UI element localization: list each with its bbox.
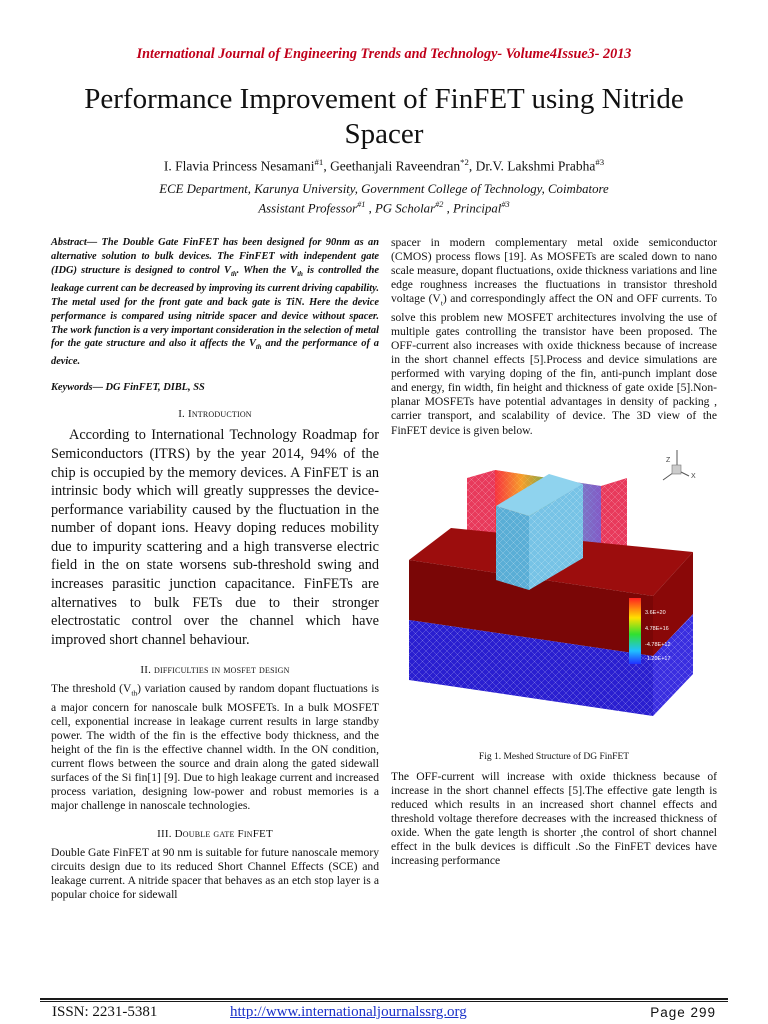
author-3: , Dr.V. Lakshmi Prabha [468, 158, 596, 174]
role-1: Assistant Professor [258, 201, 358, 216]
role-3: , Principal [443, 201, 502, 216]
section-2-heading: II. difficulties in mosfet design [140, 664, 290, 677]
right-paragraph-2: The OFF-current will increase with oxide thickness because of increase in the short channel effects [5].The effective gate length is reduced which results in an increased short channel effects and threshold voltage therefore decreases with the increased thickness of oxide. When the gate length is shorter ,the control of short channel effect in the bulk devices is difficult .So the FinFET devices have increasing performance [391, 769, 717, 868]
section-2-text: The threshold $(V_{th})$ variation caused by random dopant fluctuations is a major concern for nanoscale bulk MOSFETs. In a bulk MOSFET cell, exponential increase in leakage current results in large standby power. The width of the fin is the effective body thickness, and the height of the fin is the effective channel width. In the ON condition, current flows between the source and drain along the gated sidewall surfaces of the Si fin[1] [9]. Due to high leakage current and increased process variation, designing low-power and robust memories is a major challenge in nanoscale technologies. [51, 682, 379, 813]
color-legend-bar [629, 598, 641, 664]
footer-page-number: Page 299 [650, 1005, 716, 1020]
author-2-mark: *2 [460, 157, 469, 167]
axis-x-label: X [691, 472, 696, 480]
axis-z-label: Z [666, 456, 671, 464]
title-line-2: Spacer [344, 118, 424, 150]
left-column [51, 236, 379, 902]
legend-label-4: -1.20E+17 [645, 655, 671, 662]
legend-label-1: 3.6E+20 [645, 609, 666, 616]
right-column [391, 236, 717, 868]
author-list [0, 157, 768, 175]
footer-rule [40, 998, 728, 1000]
footer-rule-thin [40, 1001, 728, 1002]
paper-title [40, 82, 728, 152]
section-3-text: Double Gate FinFET at 90 nm is suitable for future nanoscale memory circuits design due to its reduced Short Channel Effects (SCE) and leakage current. A nitride spacer that behaves as an etch stop layer is a popular choice for sidewall [51, 846, 379, 902]
role-1-mark: #1 [357, 200, 366, 209]
keywords: Keywords— DG FinFET, DIBL, SS [51, 382, 205, 394]
legend-label-3: -4.78E+12 [645, 641, 671, 648]
role-2-mark: #2 [435, 200, 444, 209]
affiliation-line-2 [0, 197, 768, 216]
author-1: I. Flavia Princess Nesamani [163, 158, 315, 174]
title-line-1: Performance Improvement of FinFET using Nitride [84, 83, 684, 115]
finfet-figure [391, 448, 717, 748]
role-3-mark: #3 [501, 200, 510, 209]
section-1-heading: I. Introduction [178, 408, 252, 421]
figure-caption: Fig 1. Meshed Structure of DG FinFET [478, 751, 630, 762]
right-paragraph-1: spacer in modern complementary metal oxide semiconductor (CMOS) process flows [19]. As MOSFETs are scaled down to nano scale measure, dopant fluctuations, oxide thickness variations and line edge roughness increases the fluctuations in transistor threshold voltage $(V_t)$ and correspondingly affect the ON and OFF currents. To solve this problem new MOSFET architectures involving the use of multiple gates controlling the transistor have been proposed. The OFF-current also increases with oxide thickness because of increase in the short channel effects [5].Process and device simulations are performed with varying doping of the fin, anti-punch implant dose and energy, fin width, fin height and thickness of gate oxide [5].Non-planar MOSFETs have potential advantages in density of packing , carrier transport, and scalability of device. The 3D view of the FinFET device is given below. [391, 236, 718, 437]
abstract: Abstract— The Double Gate FinFET has been designed for 90nm as an alternative solution to bulk devices. The FinFET with independent gate (IDG) structure is designed to control $V_{th}$. When the $V_{th}$ is controlled the leakage current can be decreased by improving its current driving capability. The metal used for the front gate and back gate is TiN. Here the device performance is compared using nitride spacer and device without spacer. The work function is a very important consideration in the selection of metal for the gate structure and also it affects the $V_{th}$ and the performance of a device. [51, 237, 379, 368]
finfet-mesh-image [391, 448, 717, 748]
footer-journal-link[interactable]: http://www.internationaljournalssrg.org [230, 1004, 467, 1020]
journal-header: International Journal of Engineering Trends and Technology- Volume4Issue3- 2013 [136, 46, 632, 62]
section-1-text: According to International Technology Roadmap for Semiconductors (ITRS) by the year 2014, 94% of the chip is occupied by the memory devices. A FinFET is an intrinsic body which will greatly suppresses the device-performance variability caused by the fluctuation in the number of dopant ions. Heavy doping reduces mobility due to impurity scattering and a high transverse electric field in the on state worsens sub-threshold swing and increases parasitic junction capacitance. FinFETs are alternatives to bulk FETs due to their stronger electrostatic control over the channel which have improved short channel behaviour. [51, 427, 379, 648]
role-2: , PG Scholar [365, 201, 436, 216]
section-3-heading: III. Double gate FinFET [157, 828, 273, 841]
axis-triad [663, 450, 696, 480]
author-3-mark: #3 [595, 157, 605, 167]
author-2: , Geethanjali Raveendran [323, 158, 461, 174]
affiliation-line-1: ECE Department, Karunya University, Government College of Technology, Coimbatore [159, 182, 609, 196]
author-1-mark: #1 [314, 157, 324, 167]
legend-label-2: 4.78E+16 [645, 625, 669, 632]
footer-issn: ISSN: 2231-5381 [52, 1004, 158, 1020]
affiliations [0, 181, 768, 216]
